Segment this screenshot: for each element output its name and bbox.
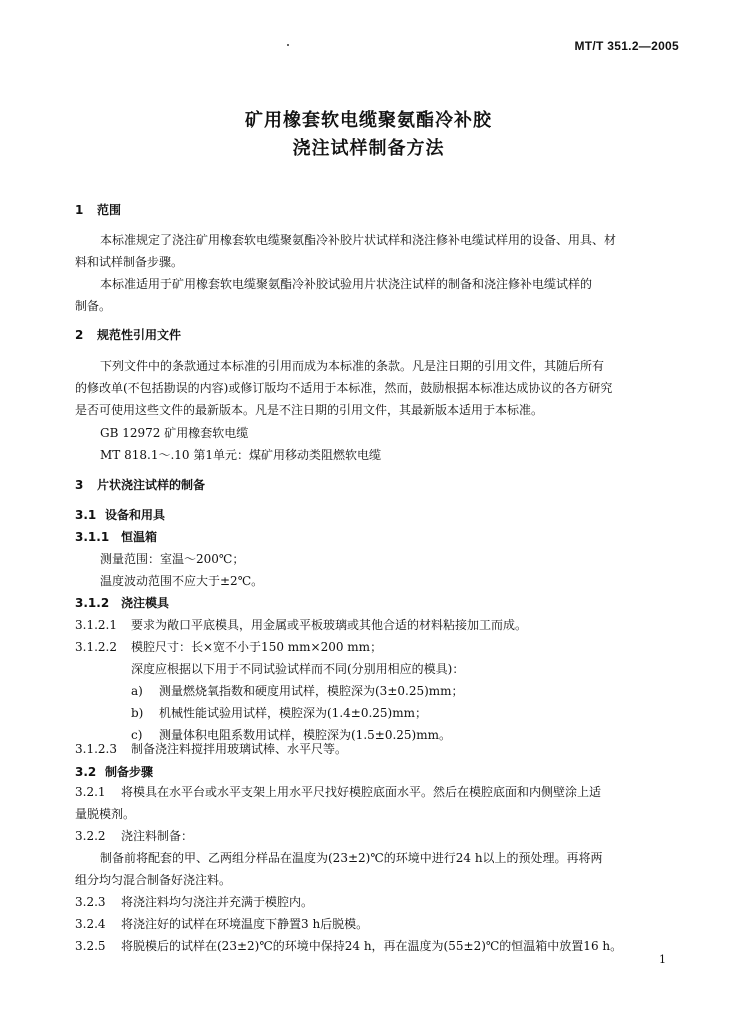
paragraph-line: 制备。: [75, 299, 112, 313]
list-marker: b): [131, 706, 144, 720]
paragraph-line: 深度应根据以下用于不同试验试样而不同(分别用相应的模具)：: [131, 662, 465, 676]
clause: [75, 742, 347, 756]
paragraph-line: 本标准适用于矿用橡套软电缆聚氨酯冷补胶试验用片状浇注试样的制备和浇注修补电缆试样的: [100, 277, 593, 291]
clause: [75, 829, 193, 843]
section-title: 恒温箱: [121, 530, 158, 544]
paragraph-line: 本标准规定了浇注矿用橡套软电缆聚氨酯冷补胶片状试样和浇注修补电缆试样用的设备、用具、材: [100, 233, 617, 247]
clause-number: 3.2.1: [75, 785, 106, 799]
subsection-heading: [75, 765, 153, 779]
paragraph-line: 测量范围：室温～200℃；: [100, 552, 245, 566]
clause: [75, 895, 313, 909]
clause-text: 浇注料制备：: [121, 829, 194, 843]
subsection-heading: [75, 530, 157, 544]
section-2-heading: [75, 328, 181, 342]
clause: [75, 618, 527, 632]
clause-number: 3.2.2: [75, 829, 106, 843]
list-item: [131, 684, 464, 698]
section-title: 浇注模具: [121, 596, 170, 610]
subsection-heading: [75, 508, 165, 522]
reference-item: GB 12972 矿用橡套软电缆: [100, 426, 249, 440]
section-title: 规范性引用文件: [97, 328, 182, 342]
list-item: [131, 728, 451, 742]
paragraph-line: 料和试样制备步骤。: [75, 255, 184, 269]
paragraph-line: 温度波动范围不应大于±2℃。: [100, 574, 264, 588]
section-number: 3.1.2: [75, 596, 110, 610]
section-3-heading: [75, 478, 205, 492]
section-number: 3: [75, 478, 84, 492]
document-title-line2: 浇注试样制备方法: [292, 138, 445, 159]
section-number: 3.1.1: [75, 530, 110, 544]
clause-text: 模腔尺寸：长×宽不小于150 mm×200 mm；: [131, 640, 383, 654]
clause-text: 将脱模后的试样在(23±2)℃的环境中保持24 h，再在温度为(55±2)℃的恒温箱中放置16 h。: [121, 939, 623, 953]
list-item: [131, 706, 427, 720]
scan-speck: [287, 44, 289, 46]
clause-number: 3.2.5: [75, 939, 106, 953]
document-title-line1: 矿用橡套软电缆聚氨酯冷补胶: [245, 110, 492, 131]
clause: [75, 640, 382, 654]
section-number: 2: [75, 328, 84, 342]
clause-text: 将浇注料均匀浇注并充满于模腔内。: [121, 895, 314, 909]
paragraph-line: 是否可使用这些文件的最新版本。凡是不注日期的引用文件，其最新版本适用于本标准。: [75, 403, 544, 417]
clause: [75, 917, 368, 931]
section-1-heading: [75, 203, 121, 217]
paragraph-line: 组分均匀混合制备好浇注料。: [75, 873, 232, 887]
list-marker: a): [131, 684, 143, 698]
clause-text: 将模具在水平台或水平支架上用水平尺找好模腔底面水平。然后在模腔底面和内侧壁涂上适: [121, 785, 602, 799]
paragraph-line: 下列文件中的条款通过本标准的引用而成为本标准的条款。凡是注日期的引用文件，其随后所有: [100, 359, 605, 373]
list-text: 测量燃烧氧指数和硬度用试样，模腔深为(3±0.25)mm；: [159, 684, 464, 698]
section-number: 3.1: [75, 508, 97, 522]
section-number: 1: [75, 203, 84, 217]
paragraph-line: 制备前将配套的甲、乙两组分样品在温度为(23±2)℃的环境中进行24 h以上的预处理。再将两: [100, 851, 603, 865]
clause-number: 3.2.3: [75, 895, 106, 909]
section-title: 制备步骤: [105, 765, 154, 779]
section-title: 设备和用具: [105, 508, 166, 522]
clause-text: 将浇注好的试样在环境温度下静置3 h后脱模。: [121, 917, 369, 931]
list-marker: c): [131, 728, 143, 742]
clause-number: 3.1.2.1: [75, 618, 117, 632]
clause-text: 制备浇注料搅拌用玻璃试棒、水平尺等。: [131, 742, 348, 756]
page-number: 1: [659, 953, 666, 966]
section-number: 3.2: [75, 765, 97, 779]
section-title: 片状浇注试样的制备: [97, 478, 206, 492]
clause: [75, 785, 601, 799]
clause-number: 3.1.2.2: [75, 640, 117, 654]
clause-text: 要求为敞口平底模具，用金属或平板玻璃或其他合适的材料粘接加工而成。: [131, 618, 528, 632]
clause: [75, 939, 622, 953]
reference-item: MT 818.1～.10 第1单元：煤矿用移动类阻燃软电缆: [100, 448, 381, 462]
subsection-heading: [75, 596, 169, 610]
paragraph-line: 量脱模剂。: [75, 807, 136, 821]
clause-number: 3.1.2.3: [75, 742, 117, 756]
paragraph-line: 的修改单(不包括勘误的内容)或修订版均不适用于本标准，然而，鼓励根据本标准达成协议的各方研究: [75, 381, 613, 395]
standard-code: MT/T 351.2—2005: [574, 39, 679, 53]
section-title: 范围: [97, 203, 122, 217]
clause-number: 3.2.4: [75, 917, 106, 931]
list-text: 测量体积电阻系数用试样，模腔深为(1.5±0.25)mm。: [159, 728, 451, 742]
list-text: 机械性能试验用试样，模腔深为(1.4±0.25)mm；: [159, 706, 427, 720]
